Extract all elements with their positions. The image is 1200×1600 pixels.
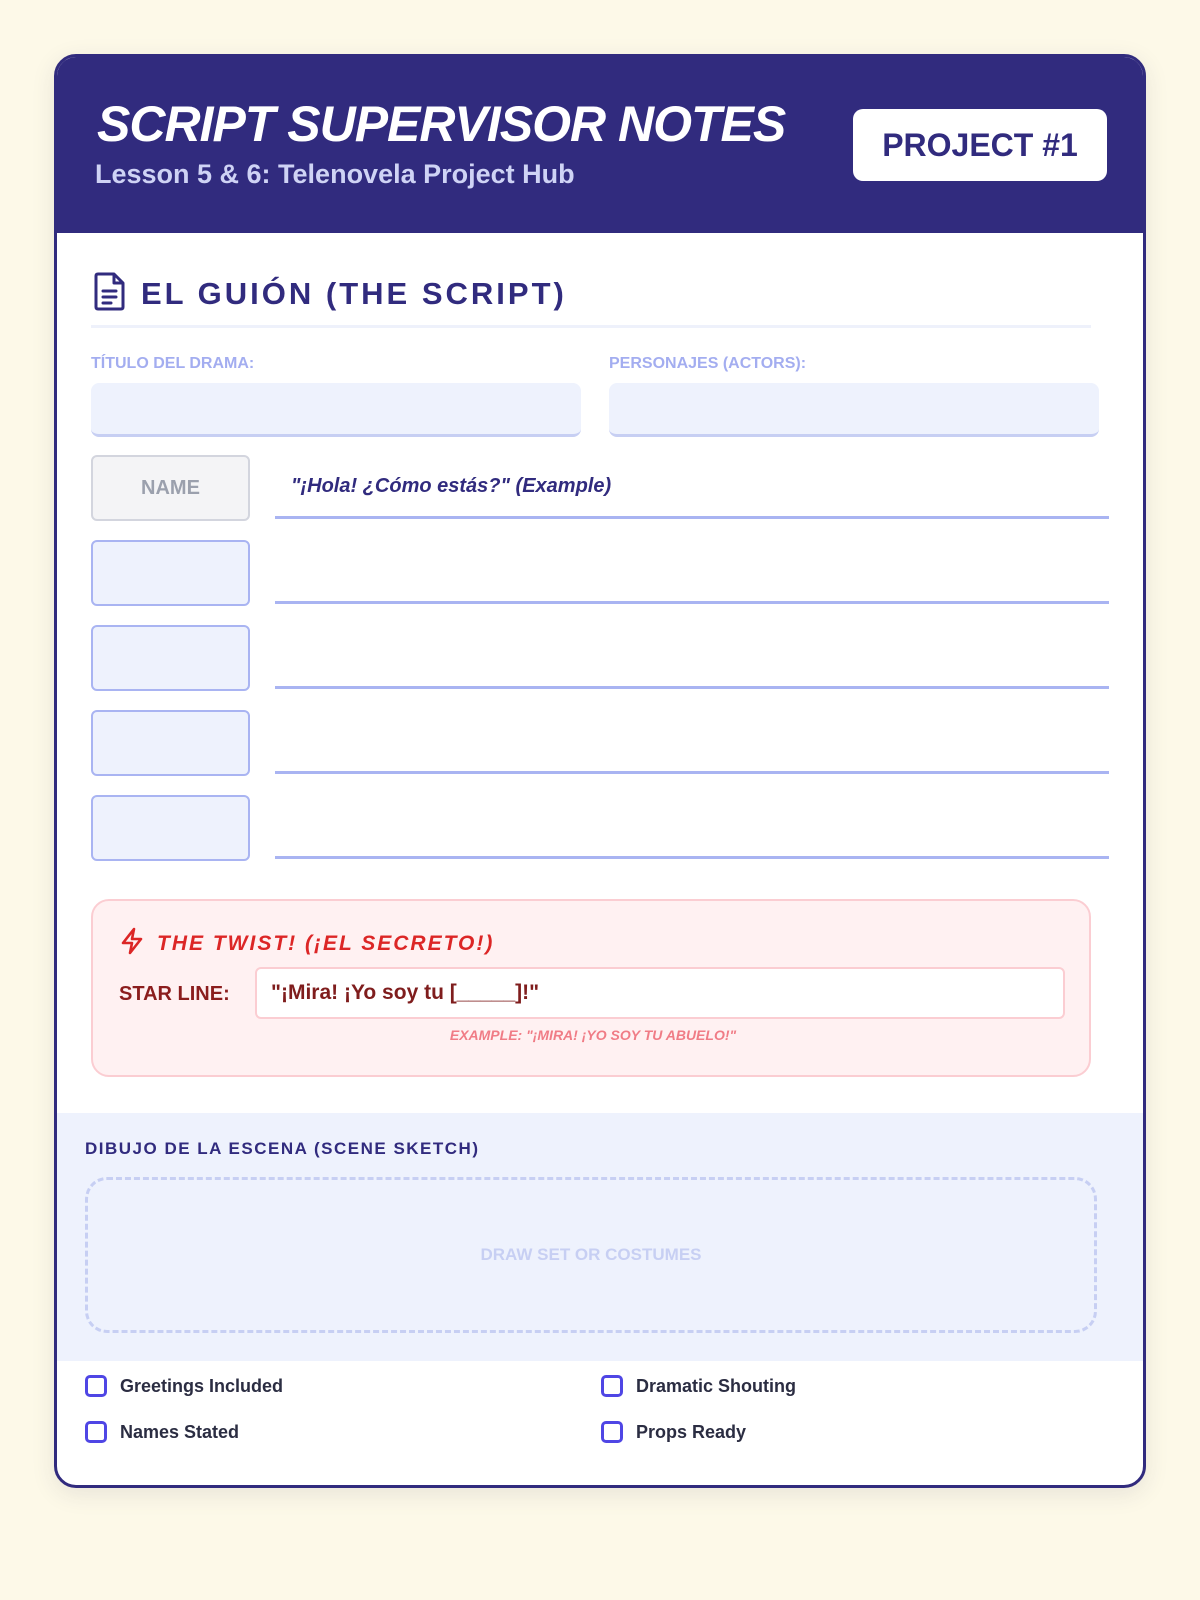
example-dialogue-underline <box>275 516 1109 519</box>
twist-title: THE TWIST! (¡EL SECRETO!) <box>157 931 495 955</box>
scene-sketch-title: DIBUJO DE LA ESCENA (SCENE SKETCH) <box>85 1139 480 1158</box>
characters-input[interactable] <box>609 383 1099 437</box>
character-name-input[interactable] <box>91 795 250 861</box>
character-name-input[interactable] <box>91 540 250 606</box>
project-card <box>54 54 1146 1488</box>
document-icon <box>93 271 127 316</box>
star-line-example: EXAMPLE: "¡MIRA! ¡YO SOY TU ABUELO!" <box>449 1027 737 1043</box>
checklist-item-names-stated[interactable] <box>85 1421 239 1443</box>
drama-title-label: TÍTULO DEL DRAMA: <box>91 355 255 372</box>
scene-sketch-section <box>57 1113 1143 1361</box>
sketch-placeholder: DRAW SET OR COSTUMES <box>480 1245 702 1264</box>
project-badge: PROJECT #1 <box>853 109 1107 181</box>
dialogue-line-input[interactable] <box>275 856 1109 859</box>
character-name-input[interactable] <box>91 625 250 691</box>
script-section-title: EL GUIÓN (THE SCRIPT) <box>141 275 567 311</box>
checklist-item-greetings[interactable] <box>85 1375 283 1397</box>
script-section-header <box>93 271 567 316</box>
twist-header <box>119 927 494 960</box>
header <box>57 57 1143 233</box>
example-name-box: NAME <box>91 455 250 521</box>
checklist-label: Dramatic Shouting <box>636 1375 797 1396</box>
characters-label: PERSONAJES (ACTORS): <box>609 355 807 372</box>
page-title: SCRIPT SUPERVISOR NOTES <box>97 96 786 152</box>
checkbox[interactable] <box>601 1421 623 1443</box>
checkbox[interactable] <box>85 1421 107 1443</box>
star-line-input[interactable]: "¡Mira! ¡Yo soy tu [_____]!" <box>255 967 1065 1019</box>
twist-panel <box>91 899 1091 1077</box>
checkbox[interactable] <box>601 1375 623 1397</box>
example-dialogue-line: "¡Hola! ¿Cómo estás?" (Example) <box>291 475 612 497</box>
dialogue-line-input[interactable] <box>275 686 1109 689</box>
checklist-item-dramatic-shouting[interactable] <box>601 1375 796 1397</box>
checkbox[interactable] <box>85 1375 107 1397</box>
page-subtitle: Lesson 5 & 6: Telenovela Project Hub <box>95 159 575 189</box>
dialogue-line-input[interactable] <box>275 601 1109 604</box>
checklist-label: Greetings Included <box>120 1375 284 1396</box>
checklist-label: Props Ready <box>636 1421 747 1442</box>
checklist-item-props-ready[interactable] <box>601 1421 746 1443</box>
character-name-input[interactable] <box>91 710 250 776</box>
lightning-icon <box>119 927 145 960</box>
checklist-label: Names Stated <box>120 1421 240 1442</box>
drama-title-input[interactable] <box>91 383 581 437</box>
star-line-label: STAR LINE: <box>119 983 230 1005</box>
dialogue-line-input[interactable] <box>275 771 1109 774</box>
sketch-drawing-area[interactable] <box>85 1177 1097 1333</box>
section-divider <box>91 325 1091 328</box>
